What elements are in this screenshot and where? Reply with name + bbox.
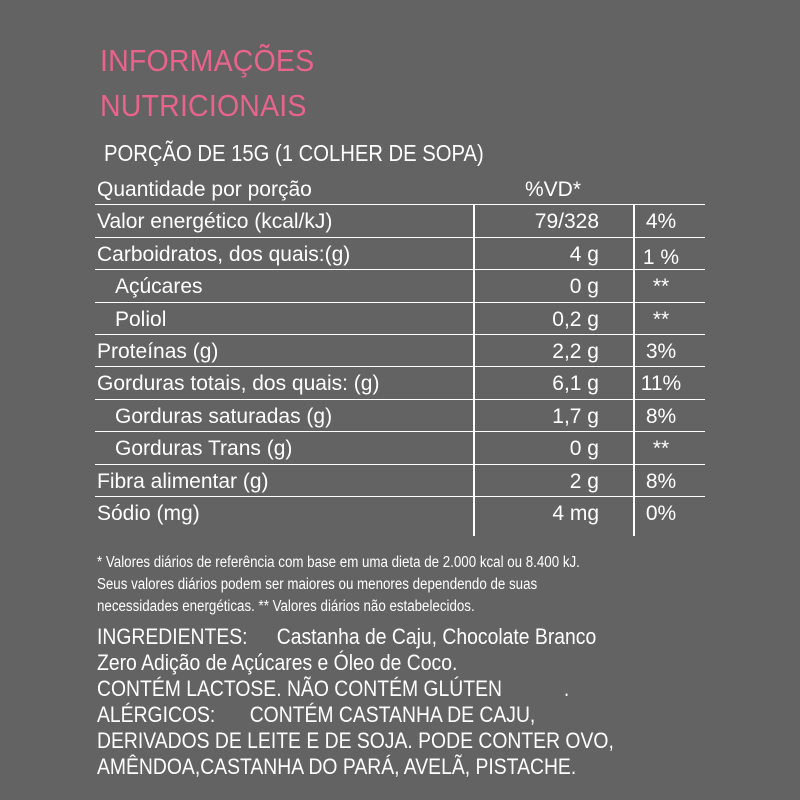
allergens-line [97,702,614,728]
row-amount: 4 g [569,242,599,266]
header-vd-label: %VD* [525,178,582,201]
nutrition-table [95,173,705,529]
table-row [95,465,705,497]
row-amount: 2,2 g [552,339,599,363]
row-vd: 3% [645,339,677,363]
row-label: Proteínas (g) [97,339,219,363]
table-row [95,335,705,367]
row-label: Carboidratos, dos quais:(g) [97,242,351,266]
lactose-gluten-line [97,676,614,702]
row-label: Açúcares [115,275,203,299]
table-row [95,238,705,270]
row-amount: 0,2 g [552,307,599,331]
table-row [95,205,705,237]
row-label: Valor energético (kcal/kJ) [97,210,333,234]
row-vd: 1 % [642,245,680,269]
footnote-line: necessidades energéticas. ** Valores diários não estabelecidos. [97,598,475,615]
title-line-1: INFORMAÇÕES [100,43,315,78]
allergens-line: DERIVADOS DE LEITE E DE SOJA. PODE CONTER OVO, [97,728,614,753]
row-amount: 6,1 g [552,372,599,396]
row-label: Fibra alimentar (g) [97,469,269,493]
row-amount: 79/328 [534,210,599,234]
allergens-text: CONTÉM CASTANHA DE CAJU, [249,702,536,727]
table-row [95,367,705,399]
table-row [95,432,705,464]
daily-values-footnote [97,552,580,618]
nutrition-title [100,38,314,128]
row-vd: ** [652,275,670,299]
lactose-gluten-text: CONTÉM LACTOSE. NÃO CONTÉM GLÚTEN [97,676,502,701]
row-vd: 8% [645,469,677,493]
table-row [95,497,705,529]
row-vd: 4% [645,210,677,234]
row-amount: 0 g [569,275,599,299]
row-label: Sódio (mg) [97,501,200,525]
row-label: Gorduras totais, dos quais: (g) [97,372,380,396]
ingredients-label: INGREDIENTES: [97,624,248,649]
row-amount: 4 mg [552,501,599,525]
row-vd: 0% [645,501,677,525]
row-vd: ** [652,437,670,461]
lactose-gluten-dot: . [563,676,570,701]
row-label: Gorduras Trans (g) [115,437,293,461]
table-row [95,270,705,302]
header-quantity-label: Quantidade por porção [97,178,312,201]
ingredients-block [97,624,614,780]
title-line-2: NUTRICIONAIS [100,88,307,123]
row-amount: 0 g [569,437,599,461]
table-row [95,400,705,432]
row-amount: 2 g [569,469,599,493]
ingredients-text: Castanha de Caju, Chocolate Branco [276,624,597,649]
table-header-row [95,173,705,205]
row-amount: 1,7 g [552,404,599,428]
footnote-line: * Valores diários de referência com base em uma dieta de 2.000 kcal ou 8.400 kJ. [97,554,580,571]
row-vd: 8% [645,404,677,428]
allergens-line: AMÊNDOA,CASTANHA DO PARÁ, AVELÃ, PISTACHE. [97,754,577,779]
allergens-label: ALÉRGICOS: [97,702,216,727]
table-row [95,303,705,335]
ingredients-line [97,624,614,650]
row-label: Gorduras saturadas (g) [115,404,333,428]
row-vd: ** [652,307,670,331]
row-vd: 11% [640,372,682,396]
row-label: Poliol [115,307,167,331]
footnote-line: Seus valores diários podem ser maiores ou menores dependendo de suas [97,576,538,593]
portion-size: PORÇÃO DE 15G (1 COLHER DE SOPA) [104,140,484,166]
ingredients-line: Zero Adição de Açúcares e Óleo de Coco. [97,650,458,675]
